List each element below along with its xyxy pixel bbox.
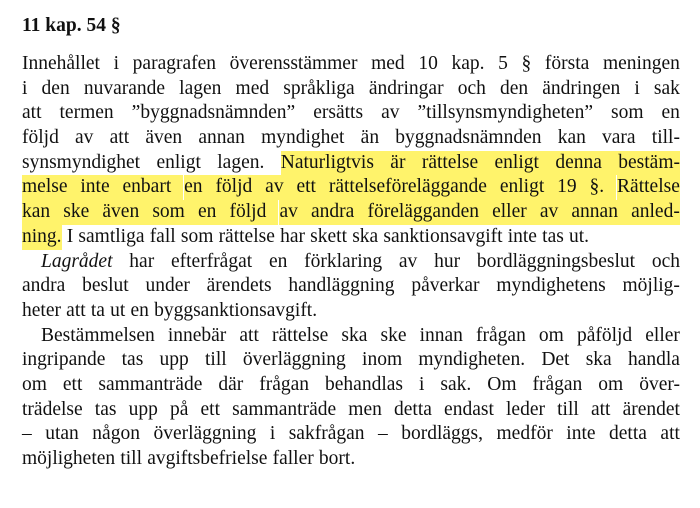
word: på: [169, 398, 189, 420]
word: en: [268, 250, 288, 272]
word: en: [130, 299, 149, 321]
word: språkliga: [283, 77, 355, 99]
word: till: [120, 448, 143, 469]
word: att: [239, 324, 259, 346]
word: ett: [200, 398, 221, 420]
word: som: [180, 225, 214, 247]
word: med: [371, 53, 405, 74]
word: ändringen: [542, 77, 621, 99]
word: rättelse: [272, 324, 329, 346]
paragraph: [22, 324, 680, 472]
word: under: [145, 275, 190, 297]
word: ändringar: [368, 77, 444, 99]
text-line: [22, 348, 680, 373]
word: sakfrågan: [288, 423, 365, 445]
word: i: [419, 373, 425, 395]
word: samtliga: [78, 225, 145, 247]
text-line: [22, 77, 680, 102]
highlighted-word: andra: [311, 200, 367, 225]
word: I: [66, 225, 74, 247]
word: i: [634, 77, 640, 99]
paragraph: [22, 52, 680, 250]
highlighted-word: följd: [230, 200, 279, 225]
word: har: [280, 225, 305, 247]
word: överläggning: [153, 423, 257, 445]
word: att: [109, 127, 130, 149]
word: i: [22, 77, 28, 99]
highlighted-word: inte: [80, 175, 123, 200]
word: inte: [566, 423, 596, 445]
word: paragrafen: [132, 53, 217, 74]
highlighted-word: annan: [571, 200, 631, 225]
word: att: [590, 398, 611, 420]
word: till: [205, 349, 227, 371]
word: inom: [362, 349, 403, 371]
word: ut: [110, 299, 126, 321]
word: andra: [22, 275, 66, 297]
word: att: [22, 102, 42, 124]
word: eller: [645, 324, 680, 346]
word: handläggning: [288, 275, 395, 297]
word: hur: [434, 250, 461, 272]
highlighted-word: enligt: [500, 175, 557, 200]
word: leder: [506, 398, 545, 420]
word: ingripande: [22, 349, 106, 371]
text-line: [22, 126, 680, 151]
text-line: [22, 324, 680, 349]
word: utan: [45, 423, 79, 445]
highlighted-word: Rättelse: [617, 175, 680, 200]
word: myndighet: [261, 127, 345, 149]
word: behandlas: [325, 373, 404, 395]
word: som: [611, 102, 644, 124]
text-line: [22, 447, 680, 472]
word: den: [41, 77, 70, 99]
word: innebär: [167, 324, 227, 346]
highlighted-word: eller: [492, 200, 540, 225]
text-line: [22, 175, 680, 200]
word: nuvarande: [83, 77, 166, 99]
word: detta: [394, 398, 432, 420]
word: medför: [496, 423, 553, 445]
word: –: [22, 423, 32, 445]
word: bordläggningsbeslut: [476, 250, 636, 272]
word: överensstämmer: [229, 53, 358, 74]
word: lagen: [179, 77, 222, 99]
word: synsmyndighet: [22, 151, 141, 173]
word: Om: [487, 373, 517, 395]
highlighted-word: 19: [557, 175, 590, 200]
highlighted-word: denna: [555, 151, 618, 176]
highlighted-word: kan: [22, 200, 63, 225]
highlighted-word: §.: [590, 175, 617, 200]
word: även: [145, 127, 183, 149]
word: den: [499, 77, 529, 99]
word: till: [557, 398, 579, 420]
word: av: [75, 127, 94, 149]
word: Det: [541, 349, 570, 371]
highlighted-word: följd: [215, 175, 265, 200]
text-line: [22, 52, 680, 77]
highlighted-word: är: [390, 151, 422, 176]
word: rättelse: [218, 225, 275, 247]
word: kan: [557, 127, 586, 149]
word: möjligheten: [22, 448, 116, 469]
word: har: [129, 250, 155, 272]
word: första: [544, 53, 590, 74]
word: myndighetens: [496, 275, 606, 297]
word: Bestämmelsen: [41, 324, 155, 346]
word: byggsanktionsavgift.: [154, 299, 318, 321]
section-heading: 11 kap. 54 §: [22, 15, 121, 36]
word: ta: [90, 299, 105, 321]
highlighted-word: av: [265, 175, 296, 200]
word: över-: [639, 373, 680, 395]
word: där: [218, 373, 244, 395]
word: inte: [507, 225, 537, 247]
word: avgiftsbefrielse: [147, 448, 268, 469]
word: endast: [444, 398, 494, 420]
word: upp: [159, 349, 189, 371]
highlighted-word: även: [102, 200, 152, 225]
text-line: [22, 422, 680, 447]
word: ske: [380, 324, 407, 346]
word: om: [538, 324, 564, 346]
word: tas: [94, 398, 117, 420]
word: sak.: [440, 373, 472, 395]
word: frågan: [532, 373, 583, 395]
highlighted-word: av: [279, 200, 311, 225]
highlighted-word: rättelseföreläggande: [329, 175, 500, 200]
word: någon: [92, 423, 140, 445]
word: frågan: [476, 324, 526, 346]
word: bort.: [318, 448, 356, 469]
word: sanktionsavgift: [383, 225, 503, 247]
highlighted-word: melse: [22, 175, 80, 200]
word: §: [521, 53, 532, 74]
word: detta: [609, 423, 647, 445]
word: och: [651, 250, 680, 272]
word: om: [22, 373, 47, 395]
word: att: [660, 423, 680, 445]
word: handla: [627, 349, 680, 371]
word: ärendets: [206, 275, 272, 297]
word: följd: [22, 127, 59, 149]
text-line: [22, 200, 680, 225]
body-text: [22, 52, 680, 472]
word: innan: [419, 324, 463, 346]
word: annan: [198, 127, 245, 149]
word: byggnadsnämnden: [395, 127, 542, 149]
highlighted-word: en: [198, 200, 230, 225]
word: trädelse: [22, 398, 83, 420]
paragraph: [22, 250, 680, 324]
word: 10: [418, 53, 438, 74]
highlighted-word: Naturligtvis: [281, 151, 390, 176]
document-page: [22, 14, 680, 472]
word: sak: [653, 77, 680, 99]
word: av: [381, 102, 400, 124]
text-line: [22, 299, 680, 324]
word: heter: [22, 299, 61, 321]
word: påföljd: [576, 324, 633, 346]
word: med: [235, 77, 270, 99]
highlighted-word: ske: [63, 200, 102, 225]
text-line: [22, 225, 680, 250]
word: skett: [310, 225, 347, 247]
word: i: [113, 53, 120, 74]
word: sammanträde: [232, 398, 337, 420]
word: lagen.: [217, 151, 265, 173]
word: upp: [128, 398, 158, 420]
word: att: [66, 299, 86, 321]
word: bordläggs,: [401, 423, 484, 445]
word: ”byggnadsnämnden”: [131, 102, 296, 124]
word: i: [269, 423, 276, 445]
word: ”tillsynsmyndigheten”: [417, 102, 593, 124]
word: till-: [651, 127, 680, 149]
text-line: [22, 373, 680, 398]
word: en: [661, 102, 680, 124]
word: sammanträde: [98, 373, 203, 395]
word: ska: [585, 349, 612, 371]
word: beslut: [82, 275, 129, 297]
word: 5: [498, 53, 508, 74]
word: ersätts: [313, 102, 364, 124]
highlighted-word: anled-: [631, 200, 680, 225]
word: myndigheten.: [418, 349, 526, 371]
word: termen: [59, 102, 114, 124]
word: tas: [542, 225, 564, 247]
word: och: [457, 77, 486, 99]
word: efterfrågat: [170, 250, 253, 272]
word: förklaring: [304, 250, 383, 272]
highlighted-word: förelägganden: [367, 200, 492, 225]
highlighted-word: ett: [296, 175, 329, 200]
word: ska: [352, 225, 379, 247]
word: fall: [149, 225, 176, 247]
text-line: [22, 250, 680, 275]
text-line: [22, 274, 680, 299]
word: frågan: [259, 373, 310, 395]
word: överläggning: [242, 349, 346, 371]
word: –: [378, 423, 388, 445]
word: kap.: [451, 53, 485, 74]
word: meningen: [602, 53, 680, 74]
word: möjlig-: [622, 275, 680, 297]
word: påverkar: [411, 275, 480, 297]
highlighted-word: rättelse: [422, 151, 495, 176]
highlighted-word: av: [540, 200, 571, 225]
word: än: [360, 127, 380, 149]
highlighted-word: ning.: [22, 225, 62, 250]
italic-word: Lagrådet: [41, 250, 113, 272]
word: enligt: [156, 151, 201, 173]
word: av: [398, 250, 418, 272]
highlighted-word: enbart: [123, 175, 184, 200]
word: tas: [121, 349, 144, 371]
word: men: [348, 398, 382, 420]
text-line: [22, 101, 680, 126]
highlighted-word: en: [184, 175, 215, 200]
highlighted-word: bestäm-: [618, 151, 680, 176]
word: ut.: [569, 225, 590, 247]
word: vara: [602, 127, 636, 149]
highlighted-word: som: [152, 200, 198, 225]
word: ska: [341, 324, 368, 346]
word: Innehållet: [22, 53, 100, 74]
word: ärendet: [622, 398, 680, 420]
word: ett: [62, 373, 83, 395]
word: om: [598, 373, 624, 395]
text-line: [22, 398, 680, 423]
highlighted-word: enligt: [495, 151, 555, 176]
text-line: [22, 151, 680, 176]
word: faller: [272, 448, 314, 469]
